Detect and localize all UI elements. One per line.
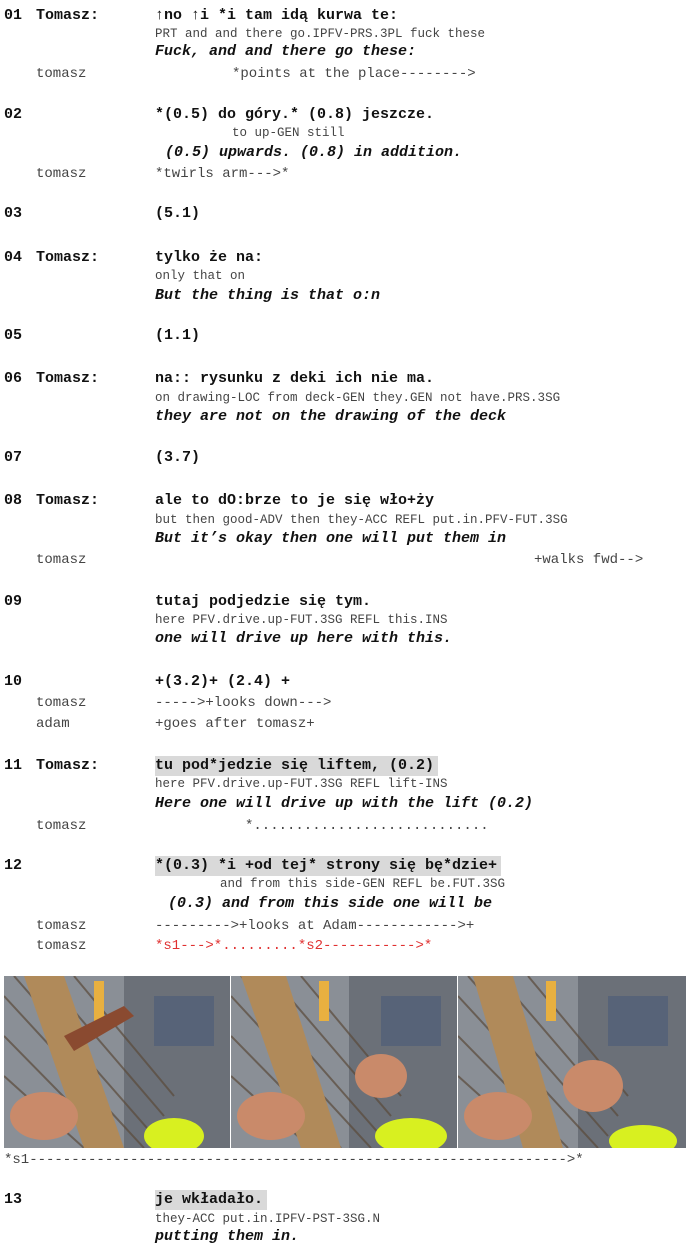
embodied-tier: *points at the place--------> — [232, 66, 476, 82]
translation-line: they are not on the drawing of the deck — [155, 408, 507, 425]
gloss-line: but then good-ADV then they-ACC REFL put.in.PFV-FUT.3SG — [155, 513, 568, 527]
video-still-2 — [231, 976, 457, 1148]
original-utterance: tutaj podjedzie się tym. — [155, 593, 372, 610]
speaker-label: Tomasz: — [36, 7, 100, 24]
embodied-tier: ----->+looks down---> — [155, 695, 332, 711]
pause: (1.1) — [155, 327, 201, 344]
tier-participant: tomasz — [36, 66, 87, 82]
tier-participant: tomasz — [36, 818, 87, 834]
line-number: 10 — [4, 673, 23, 690]
speaker-label: Tomasz: — [36, 249, 100, 266]
gloss-line: only that on — [155, 269, 246, 283]
tier-participant: tomasz — [36, 938, 87, 954]
gloss-line: on drawing-LOC from deck-GEN they.GEN not have.PRS.3SG — [155, 391, 561, 405]
gloss-line: PRT and and there go.IPFV-PRS.3PL fuck these — [155, 27, 486, 41]
still-frame-timeline: *s1---------------------------------------------------------------->* — [4, 1152, 584, 1168]
speaker-label: Tomasz: — [36, 492, 100, 509]
pause-sequence: +(3.2)+ (2.4) + — [155, 673, 291, 690]
translation-line: (0.3) and from this side one will be — [168, 895, 493, 912]
still-frame-tier: *s1--->*.........*s2----------->* — [155, 938, 433, 954]
tier-participant: tomasz — [36, 695, 87, 711]
speaker-label: Tomasz: — [36, 370, 100, 387]
embodied-tier: +walks fwd--> — [534, 552, 644, 568]
translation-line: Here one will drive up with the lift (0.2) — [155, 795, 534, 812]
line-number: 03 — [4, 205, 23, 222]
gloss-line: here PFV.drive.up-FUT.3SG REFL this.INS — [155, 613, 448, 627]
line-number: 06 — [4, 370, 23, 387]
original-utterance: na:: rysunku z deki ich nie ma. — [155, 370, 435, 387]
gloss-line: and from this side-GEN REFL be.FUT.3SG — [220, 877, 506, 891]
line-number: 11 — [4, 757, 23, 774]
line-number: 08 — [4, 492, 23, 509]
line-number: 13 — [4, 1191, 23, 1208]
tier-participant: tomasz — [36, 918, 87, 934]
video-still-1 — [4, 976, 230, 1148]
translation-line: putting them in. — [155, 1228, 300, 1245]
pause: (5.1) — [155, 205, 201, 222]
line-number: 12 — [4, 857, 23, 874]
gloss-line: here PFV.drive.up-FUT.3SG REFL lift-INS — [155, 777, 448, 791]
translation-line: (0.5) upwards. (0.8) in addition. — [165, 144, 463, 161]
gloss-line: to up-GEN still — [232, 126, 345, 140]
video-still-3 — [458, 976, 686, 1148]
translation-line: But the thing is that o:n — [155, 287, 381, 304]
original-utterance: *(0.3) *i +od tej* strony się bę*dzie+ — [155, 856, 501, 876]
original-utterance: tylko że na: — [155, 249, 264, 266]
tier-participant: tomasz — [36, 166, 87, 182]
line-number: 01 — [4, 7, 23, 24]
embodied-tier: +goes after tomasz+ — [155, 716, 315, 732]
tier-participant: adam — [36, 716, 70, 732]
speaker-label: Tomasz: — [36, 757, 100, 774]
translation-line: But it’s okay then one will put them in — [155, 530, 507, 547]
original-utterance: ↑no ↑i *i tam idą kurwa te: — [155, 7, 399, 24]
original-utterance: *(0.5) do góry.* (0.8) jeszcze. — [155, 106, 435, 123]
line-number: 09 — [4, 593, 23, 610]
line-number: 05 — [4, 327, 23, 344]
translation-line: one will drive up here with this. — [155, 630, 453, 647]
original-utterance: je wkładało. — [155, 1190, 267, 1210]
original-utterance: tu pod*jedzie się liftem, (0.2) — [155, 756, 438, 776]
line-number: 02 — [4, 106, 23, 123]
pause: (3.7) — [155, 449, 201, 466]
embodied-tier: *............................ — [245, 818, 489, 834]
tier-participant: tomasz — [36, 552, 87, 568]
line-number: 04 — [4, 249, 23, 266]
original-utterance: ale to dO:brze to je się wło+ży — [155, 492, 435, 509]
embodied-tier: --------->+looks at Adam------------>+ — [155, 918, 475, 934]
gloss-line: they-ACC put.in.IPFV-PST-3SG.N — [155, 1212, 381, 1226]
translation-line: Fuck, and and there go these: — [155, 43, 417, 60]
embodied-tier: *twirls arm--->* — [155, 166, 290, 182]
line-number: 07 — [4, 449, 23, 466]
